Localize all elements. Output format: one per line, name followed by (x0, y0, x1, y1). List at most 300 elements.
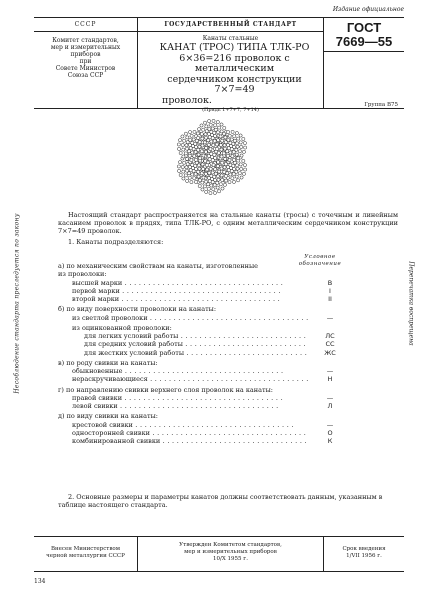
outer-strand-wire (201, 137, 204, 140)
outer-strand-wire (236, 167, 239, 170)
intro-paragraph: Настоящий стандарт распространяется на стальные канаты (тросы) с точечным и линейным касанием проволок в прядях, типа ТЛК-РО, с одним металлическим сердечником конструкции 7×7=49 проволок. (58, 211, 398, 235)
outer-strand-wire (217, 151, 220, 154)
outer-strand-wire (177, 165, 180, 168)
outer-strand-wire (223, 126, 226, 129)
header-middle-column (138, 18, 324, 113)
outer-strand-wire (188, 131, 191, 134)
outer-strand-wire (205, 190, 208, 193)
outer-strand-wire (205, 146, 208, 149)
outer-strand-wire (239, 134, 242, 137)
designation-code: К (327, 437, 333, 445)
outer-strand-wire (231, 177, 234, 180)
classification-row (58, 314, 348, 324)
cable-diagram (172, 117, 252, 197)
outer-strand-wire (232, 150, 235, 153)
outer-strand-wire (230, 147, 233, 150)
outer-strand-wire (229, 151, 232, 154)
outer-strand-wire (227, 138, 230, 141)
footer-line: мер и измерительных приборов (184, 549, 277, 555)
outer-strand-wire (191, 141, 194, 144)
outer-strand-wire (231, 155, 234, 158)
classification-text: в) по роду свивки на канаты: (58, 358, 158, 367)
outer-strand-wire (193, 177, 196, 180)
outer-strand-wire (194, 180, 197, 183)
strand-note: (Прядь 1+7+7, 7+14) (202, 107, 259, 113)
outer-strand-wire (217, 139, 220, 142)
outer-strand-wire (237, 137, 240, 140)
footer-effective-date (324, 537, 404, 571)
outer-strand-wire (236, 157, 239, 160)
outer-strand-wire (211, 171, 214, 174)
outer-strand-wire (191, 151, 194, 154)
footer-line: Срок введения (342, 546, 386, 552)
outer-strand-wire (220, 167, 223, 170)
committee-line: приборов (70, 51, 101, 58)
outer-strand-wire (244, 146, 247, 149)
outer-strand-wire (190, 134, 193, 137)
designation-code: ЖС (324, 348, 336, 357)
outer-strand-wire (222, 132, 225, 135)
outer-strand-wire (223, 147, 226, 150)
core-strand-wire (208, 158, 211, 161)
outer-strand-wire (202, 167, 205, 170)
outer-strand-wire (201, 163, 204, 166)
designation-code: ЛС (325, 332, 335, 340)
outer-strand-wire (217, 178, 220, 181)
outer-strand-wire (194, 164, 197, 167)
committee-line: Совете Министров (55, 65, 116, 72)
outer-strand-wire (181, 165, 184, 168)
outer-strand-wire (213, 139, 216, 142)
outer-strand-wire (210, 130, 213, 133)
outer-strand-wire (220, 174, 223, 177)
outer-strand-wire (216, 147, 219, 150)
outer-strand-wire (229, 163, 232, 166)
outer-strand-wire (193, 155, 196, 158)
outer-strand-wire (217, 161, 220, 164)
outer-strand-wire (185, 169, 188, 172)
outer-strand-wire (211, 127, 214, 130)
outer-strand-wire (227, 169, 230, 172)
classification-text: высшей марки . . . (58, 279, 308, 287)
committee-line: Союза ССР (67, 72, 104, 79)
classification-row (58, 402, 348, 412)
footer-line: 10/X 1955 г. (213, 556, 248, 562)
outer-strand-wire (236, 179, 239, 182)
designation-code: О (327, 428, 333, 437)
outer-strand-wire (227, 147, 230, 150)
outer-strand-wire (190, 158, 193, 161)
outer-strand-wire (232, 164, 235, 167)
outer-strand-wire (240, 154, 243, 157)
outer-strand-wire (204, 172, 207, 175)
document-title (138, 42, 323, 106)
outer-strand-wire (232, 172, 235, 175)
outer-strand-wire (232, 158, 235, 161)
core-strand-wire (211, 158, 214, 161)
side-note-right (406, 261, 416, 346)
outer-strand-wire (235, 164, 238, 167)
outer-strand-wire (212, 163, 215, 166)
designation-code: СС (325, 340, 335, 349)
outer-strand-wire (179, 151, 182, 154)
classification-text: правой свивки . . . (58, 394, 308, 402)
outer-strand-wire (204, 133, 207, 136)
outer-strand-wire (216, 120, 219, 123)
outer-strand-wire (235, 153, 238, 156)
outer-strand-wire (203, 141, 206, 144)
classification-text: комбинированной свивки . . . (58, 437, 308, 445)
outer-strand-wire (191, 163, 194, 166)
outer-strand-wire (213, 191, 216, 194)
outer-strand-wire (182, 148, 185, 151)
outer-strand-wire (213, 131, 216, 134)
outer-strand-wire (213, 183, 216, 186)
outer-strand-wire (229, 141, 232, 144)
outer-strand-wire (217, 190, 220, 193)
outer-strand-wire (219, 135, 222, 138)
outer-strand-wire (243, 141, 246, 144)
outer-strand-wire (177, 169, 180, 172)
outer-strand-wire (201, 188, 204, 191)
outer-strand-wire (207, 187, 210, 190)
classification-text: б) по виду поверхности проволоки на канаты: (58, 305, 217, 314)
outer-strand-wire (193, 130, 196, 133)
outer-strand-wire (236, 145, 239, 148)
classification-row (58, 295, 348, 305)
committee-line: мер и измерительных (50, 44, 121, 51)
designation-header-line: Условное (304, 254, 336, 260)
outer-strand-wire (196, 132, 199, 135)
core-strand-wire (210, 152, 213, 155)
outer-strand-wire (200, 132, 203, 135)
classification-text: д) по виду свивки на канаты: (58, 412, 158, 421)
core-strand-wire (213, 153, 216, 156)
designation-header-line: обозначение (298, 260, 342, 267)
outer-strand-wire (207, 120, 210, 123)
document-subtitle: Канаты стальные (202, 35, 259, 42)
outer-strand-wire (183, 161, 186, 164)
outer-strand-wire (205, 163, 208, 166)
outer-strand-wire (232, 142, 235, 145)
outer-strand-wire (238, 172, 241, 175)
outer-strand-wire (194, 158, 197, 161)
classification-row (58, 375, 348, 385)
outer-strand-wire (203, 185, 206, 188)
outer-strand-wire (239, 141, 242, 144)
outer-strand-wire (197, 164, 200, 167)
outer-strand-wire (242, 137, 245, 140)
outer-strand-wire (220, 148, 223, 151)
outer-strand-wire (235, 175, 238, 178)
classification-text: второй марки . . . (58, 295, 308, 303)
outer-strand-wire (210, 140, 213, 143)
outer-strand-wire (185, 166, 188, 169)
outer-strand-wire (184, 152, 187, 155)
outer-strand-wire (194, 150, 197, 153)
title-line: 6×36=216 проволок с металлическим (179, 52, 290, 74)
outer-strand-wire (244, 168, 247, 171)
outer-strand-wire (189, 147, 192, 150)
classification-row (58, 349, 348, 359)
designation-code: Н (327, 375, 333, 384)
outer-strand-wire (216, 164, 219, 167)
outer-strand-wire (198, 157, 201, 160)
outer-strand-wire (203, 121, 206, 124)
outer-strand-wire (205, 125, 208, 128)
outer-strand-wire (209, 191, 212, 194)
designation-code: — (326, 367, 334, 375)
outer-strand-wire (230, 169, 233, 172)
outer-strand-wire (194, 172, 197, 175)
outer-strand-wire (208, 136, 211, 139)
outer-strand-wire (211, 180, 214, 183)
outer-strand-wire (214, 168, 217, 171)
outer-strand-wire (188, 176, 191, 179)
outer-strand-wire (192, 169, 195, 172)
group-code: Группа В75 (364, 102, 398, 108)
outer-strand-wire (210, 174, 213, 177)
designation-code: — (326, 420, 334, 429)
gost-number: 7669—55 (335, 34, 393, 49)
footer-line: черной металлургии СССР (46, 553, 125, 559)
outer-strand-wire (228, 134, 231, 137)
classification-text: для средних условий работы . . . (58, 340, 308, 348)
footer-approved (138, 537, 324, 571)
classification-text: для жестких условий работы . . . (58, 349, 308, 357)
outer-strand-wire (208, 127, 211, 130)
outer-strand-wire (198, 184, 201, 187)
outer-strand-wire (224, 179, 227, 182)
classification-text: левой свивки . . . (58, 402, 308, 410)
outer-strand-wire (182, 155, 185, 158)
outer-strand-wire (208, 171, 211, 174)
side-note-left-text: Несоблюдение стандарта преследуется по закону (13, 213, 21, 394)
outer-strand-wire (224, 136, 227, 139)
footer-line: Утвержден Комитетом стандартов, (179, 542, 282, 548)
page-number: 134 (34, 578, 46, 585)
designation-code: — (326, 313, 334, 322)
title-line: КАНАТ (ТРОС) ТИПА ТЛК-РО (159, 42, 310, 53)
header-left-column (34, 18, 138, 108)
outer-strand-wire (202, 154, 205, 157)
title-line: сердечником конструкции 7×7=49 (167, 73, 302, 95)
outer-strand-wire (221, 178, 224, 181)
gost-label: ГОСТ (346, 20, 382, 35)
outer-strand-wire (209, 123, 212, 126)
footer-submitted (34, 537, 138, 571)
outer-strand-wire (183, 139, 186, 142)
outer-strand-wire (223, 166, 226, 169)
outer-strand-wire (202, 176, 205, 179)
outer-strand-wire (228, 158, 231, 161)
designation-code: В (327, 278, 333, 287)
country-label: СССР (34, 18, 137, 32)
outer-strand-wire (223, 170, 226, 173)
designation-code: II (328, 295, 332, 303)
outer-strand-wire (224, 174, 227, 177)
committee-line: Комитет стандартов, (52, 37, 119, 44)
classification-text: из светлой проволоки . . . (58, 314, 308, 322)
outer-strand-wire (242, 172, 245, 175)
outer-strand-wire (243, 163, 246, 166)
outer-strand-wire (230, 138, 233, 141)
outer-strand-wire (185, 144, 188, 147)
outer-strand-wire (216, 131, 219, 134)
side-note-right-text: Перепечатка воспрещена (407, 261, 415, 346)
designation-code: — (326, 393, 334, 402)
outer-strand-wire (216, 186, 219, 189)
outer-strand-wire (220, 155, 223, 158)
outer-strand-wire (182, 170, 185, 173)
outer-strand-wire (186, 136, 189, 139)
outer-strand-wire (221, 139, 224, 142)
outer-strand-wire (189, 169, 192, 172)
outer-strand-wire (212, 119, 215, 122)
outer-strand-wire (191, 173, 194, 176)
outer-strand-wire (242, 159, 245, 162)
outer-strand-wire (212, 144, 215, 147)
classification-text: обыкновенные . . . (58, 367, 308, 375)
outer-strand-wire (240, 176, 243, 179)
outer-strand-wire (226, 154, 229, 157)
outer-strand-wire (232, 180, 235, 183)
outer-strand-wire (178, 139, 181, 142)
classification-text: из оцинкованной проволоки: (72, 323, 172, 332)
committee-block (34, 32, 137, 79)
classification-text: из проволоки: (58, 270, 107, 279)
outer-strand-wire (228, 180, 231, 183)
designation-code: I (329, 286, 331, 295)
outer-strand-wire (200, 124, 203, 127)
outer-strand-wire (224, 157, 227, 160)
outer-strand-wire (204, 136, 207, 139)
outer-strand-wire (204, 159, 207, 162)
classification-text: г) по направлению свивки верхнего слоя проволок на канаты: (58, 385, 273, 394)
outer-strand-wire (197, 128, 200, 131)
outer-strand-wire (198, 167, 201, 170)
outer-strand-wire (209, 167, 212, 170)
classification-text: крестовой свивки . . . (58, 421, 308, 429)
classification-text: для легких условий работы . . . (58, 332, 308, 340)
outer-strand-wire (201, 144, 204, 147)
outer-strand-wire (235, 142, 238, 145)
outer-strand-wire (177, 143, 180, 146)
outer-strand-wire (220, 123, 223, 126)
outer-strand-wire (205, 168, 208, 171)
outer-strand-wire (184, 174, 187, 177)
outer-strand-wire (235, 131, 238, 134)
outer-strand-wire (212, 188, 215, 191)
outer-strand-wire (208, 180, 211, 183)
outer-strand-wire (214, 124, 217, 127)
classification-text: односторонней свивки . . . (58, 429, 308, 437)
outer-strand-wire (219, 183, 222, 186)
designation-code: Л (327, 402, 333, 410)
outer-strand-wire (211, 136, 214, 139)
outer-strand-wire (197, 153, 200, 156)
outer-strand-wire (192, 138, 195, 141)
outer-strand-wire (240, 167, 243, 170)
outer-strand-wire (239, 163, 242, 166)
outer-strand-wire (177, 147, 180, 150)
outer-strand-wire (185, 147, 188, 150)
outer-strand-wire (223, 144, 226, 147)
footer-line: 1/VII 1956 г. (346, 553, 382, 559)
outer-strand-wire (233, 135, 236, 138)
classification-text: нераскручивающиеся . . . (58, 375, 308, 383)
outer-strand-wire (181, 143, 184, 146)
outer-strand-wire (207, 143, 210, 146)
outer-strand-wire (204, 150, 207, 153)
outer-strand-wire (219, 143, 222, 146)
outer-strand-wire (202, 128, 205, 131)
outer-strand-wire (198, 179, 201, 182)
outer-strand-wire (189, 138, 192, 141)
outer-strand-wire (240, 145, 243, 148)
side-note-left (12, 213, 22, 394)
outer-strand-wire (184, 132, 187, 135)
outer-strand-wire (227, 131, 230, 134)
outer-strand-wire (198, 145, 201, 148)
classification-text: а) по механическим свойствам на канаты, изготовленные (58, 262, 258, 270)
document-footer (34, 536, 404, 572)
outer-strand-wire (223, 183, 226, 186)
outer-strand-wire (229, 173, 232, 176)
outer-strand-wire (231, 130, 234, 133)
gost-id (324, 18, 404, 52)
clause-2-paragraph: 2. Основные размеры и параметры канатов должны соответствовать данным, указанным в таблице настоящего стандарта. (58, 493, 383, 509)
outer-strand-wire (215, 143, 218, 146)
outer-strand-wire (194, 142, 197, 145)
outer-strand-wire (178, 161, 181, 164)
outer-strand-wire (218, 170, 221, 173)
classification-row (58, 437, 348, 447)
cable-cross-section-figure (172, 117, 252, 197)
clause-1-heading: 1. Канаты подразделяются: (68, 238, 164, 246)
outer-strand-wire (216, 175, 219, 178)
outer-strand-wire (209, 147, 212, 150)
outer-strand-wire (182, 177, 185, 180)
outer-strand-wire (186, 179, 189, 182)
title-line: проволок. (162, 94, 212, 106)
outer-strand-wire (200, 150, 203, 153)
outer-strand-wire (222, 152, 225, 155)
outer-strand-wire (179, 173, 182, 176)
document-header (34, 17, 404, 113)
outer-strand-wire (242, 150, 245, 153)
outer-strand-wire (213, 175, 216, 178)
footer-line: Внесен Министерством (50, 546, 121, 552)
official-edition-note: Издание официальное (332, 6, 404, 13)
outer-strand-wire (218, 126, 221, 129)
classification-text: первой марки . . . (58, 287, 308, 295)
outer-strand-wire (197, 175, 200, 178)
outer-strand-wire (190, 180, 193, 183)
outer-strand-wire (238, 150, 241, 153)
outer-strand-wire (186, 157, 189, 160)
state-standard-label: ГОСУДАРСТВЕННЫЙ СТАНДАРТ (138, 18, 323, 32)
outer-strand-wire (200, 172, 203, 175)
outer-strand-wire (198, 140, 201, 143)
header-right-column (324, 18, 404, 108)
outer-strand-wire (204, 180, 207, 183)
outer-strand-wire (181, 135, 184, 138)
outer-strand-wire (188, 154, 191, 157)
outer-strand-wire (221, 187, 224, 190)
committee-line: при (79, 58, 92, 65)
outer-strand-wire (197, 136, 200, 139)
